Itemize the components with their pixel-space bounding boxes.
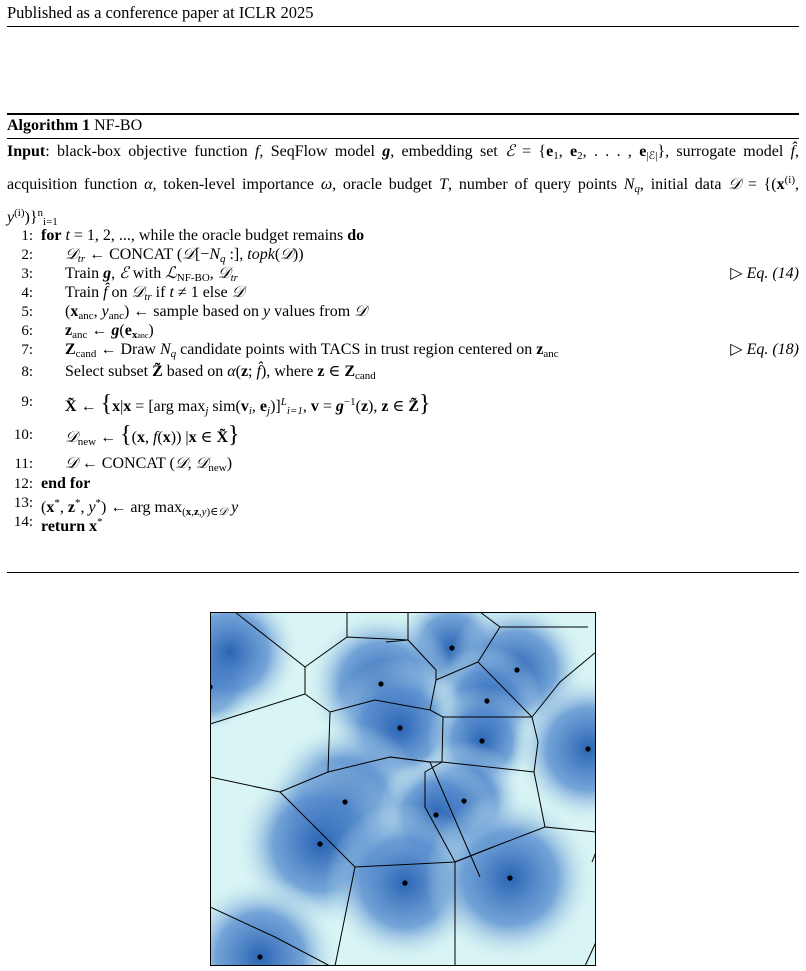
sample-point [514,667,519,672]
sample-point [397,725,402,730]
sample-point [257,954,262,959]
algorithm-line [7,421,799,449]
line-code: Select subset Z̃ based on α(z; f̂), where z ∈ $Z_{cand}$ [65,363,376,382]
running-header: Published as a conference paper at ICLR 2025 [7,3,314,22]
line-code: ($x_{anc}$, $y_{anc}$) ← sample based on y values from 𝒟 [65,303,367,322]
line-number: 5: [21,304,33,320]
sample-point [585,746,590,751]
algorithm-title-rule [7,138,799,139]
algorithm-top-rule [7,113,799,115]
algorithm-line [7,339,799,361]
line-number: 4: [21,285,33,301]
sample-point [378,681,383,686]
algorithm-line [7,361,799,383]
algorithm-input: Input: black-box objective function f, SeqFlow model g, embedding set ℰ = {$e_1$, $e_2$, . . . , $e_{|ℰ|}$}, surrogate model f̂, acquisition function α, token-level importance ω, oracle budget T, number of query points $N_q$, initial data 𝒟 = {($x^{(i)}$, $y^{(i)})\}^n_{i=1}$ [7,143,800,228]
line-code: Train f̂ on 𝒟$_{tr}$ if t ≠ 1 else 𝒟 [65,284,245,303]
line-code: (x*, z*, y*) ← arg $\max_{(x,z,y)\in 𝒟} y$ [41,497,239,518]
voronoi-figure [210,612,596,966]
line-code: $Z_{cand}$ ← Draw $N_q$ candidate points with TACS in trust region centered on $z_{anc}$ [65,341,559,360]
line-number: 8: [21,364,33,380]
sample-point [402,880,407,885]
algorithm-bottom-rule [7,572,799,573]
line-code: 𝒟$_{new}$ ← {(x, f(x)) |x ∈ X̃} [65,422,240,448]
line-number: 3: [21,266,33,282]
line-number: 11: [14,456,33,472]
line-number: 12: [13,476,33,492]
algorithm-title [7,116,142,136]
line-code: 𝒟$_{tr}$ ← CONCAT ($𝒟[-N_q$ :], topk(𝒟)) [65,246,304,265]
equation-reference: ▷ Eq. (18) [730,341,799,358]
line-number: 6: [21,323,33,339]
line-number: 10: [13,427,33,443]
sample-point [317,841,322,846]
sample-point [479,738,484,743]
line-code: return x* [41,516,103,535]
line-number: 2: [21,247,33,263]
algorithm-name: NF-BO [94,117,143,134]
sample-point [484,698,489,703]
algorithm-line [7,453,799,475]
line-code: Train g, ℰ with ℒ$_{NF-BO}$, 𝒟$_{tr}$ [65,265,238,284]
equation-reference: ▷ Eq. (14) [730,265,799,282]
algorithm-line [7,388,799,416]
line-code: $z_{anc}$ ← $g(e_{xanc})$ [65,322,154,341]
line-number: 7: [21,342,33,358]
header-rule [7,26,799,27]
line-number: 14: [13,514,33,530]
line-code: end for [41,475,91,492]
sample-point [461,798,466,803]
voronoi-diagram [210,612,596,966]
algorithm-line [7,511,799,533]
line-code: X̃ ← {x|x = [arg $\max_j sim(v_i$, $e_j)]^L_{i=1}$, $v = g^{-1}(z)$, z ∈ Z̃} [65,391,431,417]
line-number: 13: [13,495,33,511]
line-number: 9: [21,394,33,410]
line-number: 1: [21,228,33,244]
line-code: for t = 1, 2, ..., while the oracle budget remains do [41,227,365,244]
line-code: 𝒟 ← CONCAT (𝒟, 𝒟$_{new}$) [65,455,233,474]
sample-point [507,875,512,880]
sample-point [433,812,438,817]
sample-point [342,799,347,804]
input-label: Input [7,143,46,160]
sample-point [449,645,454,650]
algorithm-label: Algorithm 1 [7,117,91,134]
